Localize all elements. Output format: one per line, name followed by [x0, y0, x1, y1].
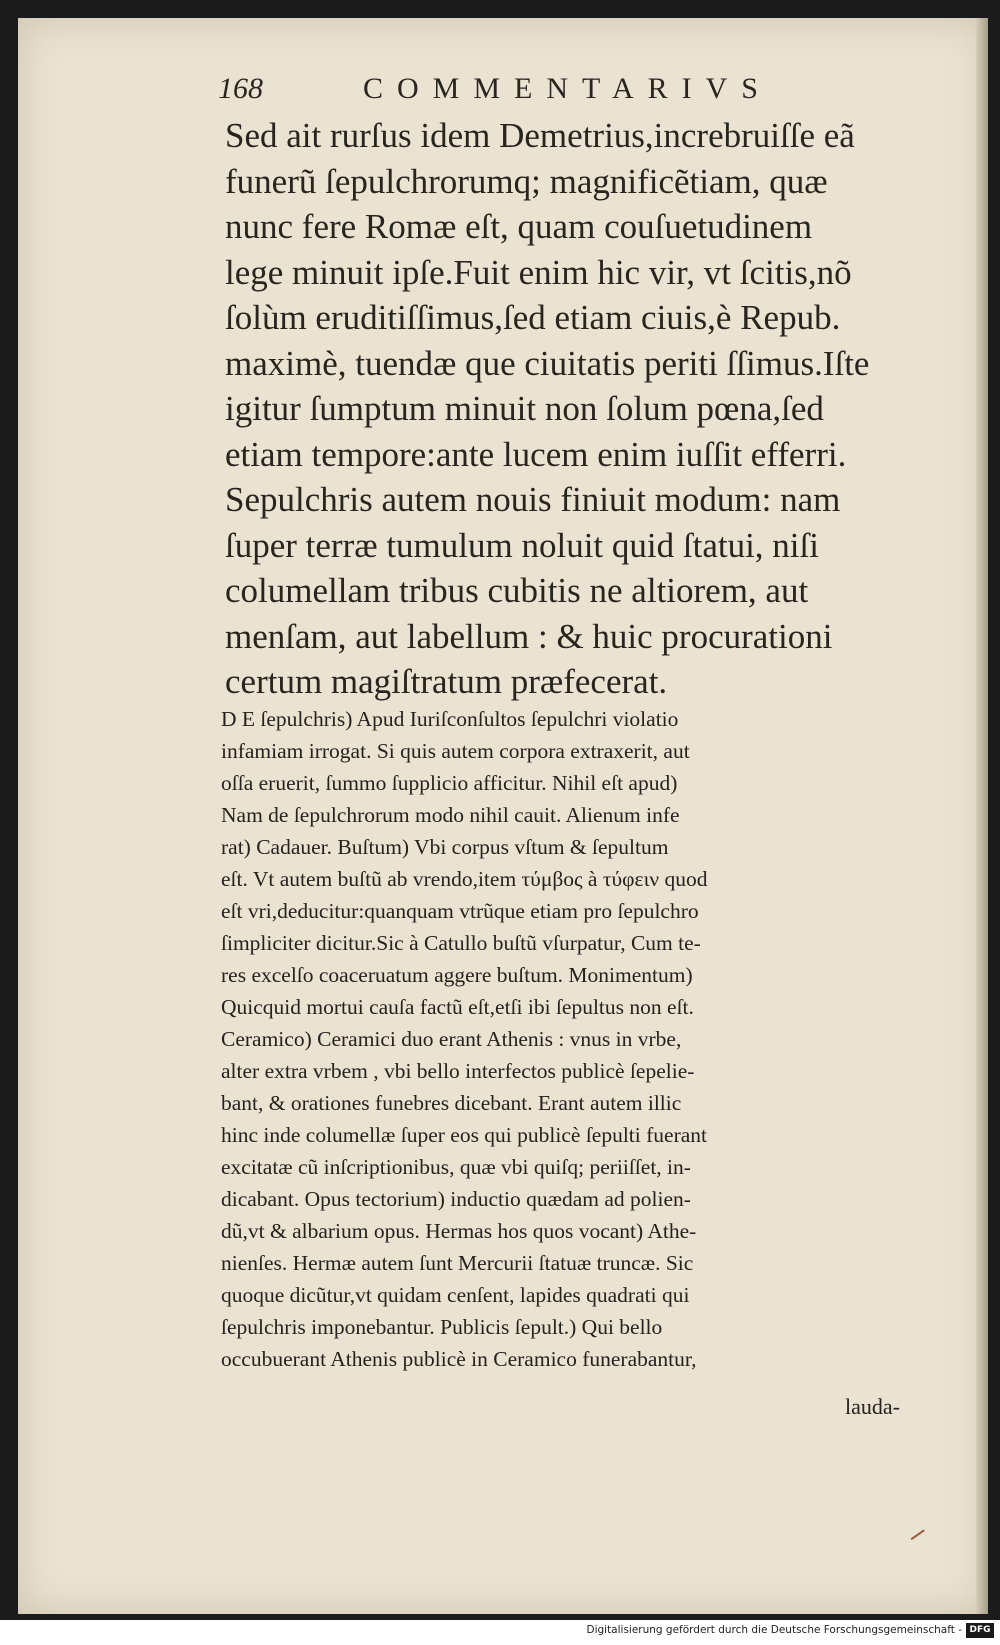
- main-text-line: Sed ait rurſus idem Demetrius,increbruiſſe eã: [225, 116, 855, 155]
- commentary-line: oſſa eruerit, ſummo ſupplicio afficitur. Nihil eſt apud): [221, 771, 678, 795]
- dfg-logo: DFG: [966, 1623, 994, 1638]
- page-header: [218, 72, 818, 112]
- commentary-line: res excelſo coaceruatum aggere buſtum. Monimentum): [221, 963, 693, 987]
- commentary-line: nienſes. Hermæ autem ſunt Mercurii ſtatuæ truncæ. Sic: [221, 1251, 694, 1275]
- commentary-block: [221, 703, 943, 1375]
- commentary-line: dũ,vt & albarium opus. Hermas hos quos vocant) Athe-: [221, 1219, 697, 1243]
- commentary-line: alter extra vrbem , vbi bello interfectos publicè ſepelie-: [221, 1059, 695, 1083]
- catchword: lauda-: [845, 1394, 900, 1419]
- funding-credit: Digitalisierung gefördert durch die Deutsche Forschungsgemeinschaft -: [586, 1624, 962, 1636]
- main-text-block: [225, 113, 945, 705]
- main-text-line: lege minuit ipſe.Fuit enim hic vir, vt ſcitis,nõ: [225, 252, 852, 292]
- commentary-line: Nam de ſepulchrorum modo nihil cauit. Alienum infe: [221, 803, 680, 827]
- main-text-line: columellam tribus cubitis ne altiorem, aut: [225, 571, 809, 610]
- commentary-line: eſt vri,deducitur:quanquam vtrũque etiam pro ſepulchro: [221, 899, 699, 923]
- commentary-line: ſimpliciter dicitur.Sic à Catullo buſtũ vſurpatur, Cum te-: [221, 931, 701, 955]
- commentary-line: dicabant. Opus tectorium) inductio quædam ad polien-: [221, 1187, 691, 1211]
- commentary-line: occubuerant Athenis publicè in Ceramico funerabantur,: [221, 1347, 697, 1371]
- main-text-line: igitur ſumptum minuit non ſolum pœna,ſed: [225, 389, 824, 428]
- commentary-line: infamiam irrogat. Si quis autem corpora extraxerit, aut: [221, 739, 690, 763]
- main-text-line: maximè, tuendæ que ciuitatis periti ſſimus.Iſte: [225, 343, 870, 383]
- running-title: COMMENTARIVS: [363, 72, 772, 105]
- commentary-line: eſt. Vt autem buſtũ ab vrendo,item τύμβος à τύφειν quod: [221, 867, 708, 891]
- main-text-line: etiam tempore:ante lucem enim iuſſit efferri.: [225, 434, 847, 474]
- main-text-line: certum magiſtratum præfecerat.: [225, 662, 668, 701]
- main-text-line: menſam, aut labellum : & huic procurationi: [225, 616, 833, 656]
- main-text-line: funerũ ſepulchrorumq; magnificẽtiam, quæ: [225, 161, 828, 201]
- main-text-line: Sepulchris autem nouis finiuit modum: nam: [225, 480, 841, 519]
- footer: [0, 1620, 1000, 1645]
- page-edge: [976, 18, 988, 1614]
- commentary-line: D E ſepulchris) Apud Iuriſconſultos ſepulchri violatio: [221, 707, 679, 731]
- commentary-line: excitatæ cũ inſcriptionibus, quæ vbi quiſq; periiſſet, in-: [221, 1155, 691, 1179]
- main-text-line: nunc fere Romæ eſt, quam couſuetudinem: [225, 207, 813, 246]
- commentary-line: hinc inde columellæ ſuper eos qui publicè ſepulti fuerant: [221, 1123, 708, 1147]
- commentary-line: rat) Cadauer. Buſtum) Vbi corpus vſtum & ſepultum: [221, 835, 669, 859]
- commentary-line: ſepulchris imponebantur. Publicis ſepult.) Qui bello: [221, 1315, 663, 1339]
- commentary-line: Quicquid mortui cauſa factũ eſt,etſi ibi ſepultus non eſt.: [221, 995, 694, 1019]
- page-number: 168: [218, 72, 263, 105]
- commentary-line: bant, & orationes funebres dicebant. Erant autem illic: [221, 1091, 682, 1115]
- main-text-line: ſuper terræ tumulum noluit quid ſtatui, niſi: [225, 525, 819, 565]
- commentary-line: Ceramico) Ceramici duo erant Athenis : vnus in vrbe,: [221, 1027, 682, 1051]
- main-text-line: ſolùm eruditiſſimus,ſed etiam ciuis,è Repub.: [225, 298, 841, 337]
- commentary-line: quoque dicũtur,vt quidam cenſent, lapides quadrati qui: [221, 1283, 690, 1307]
